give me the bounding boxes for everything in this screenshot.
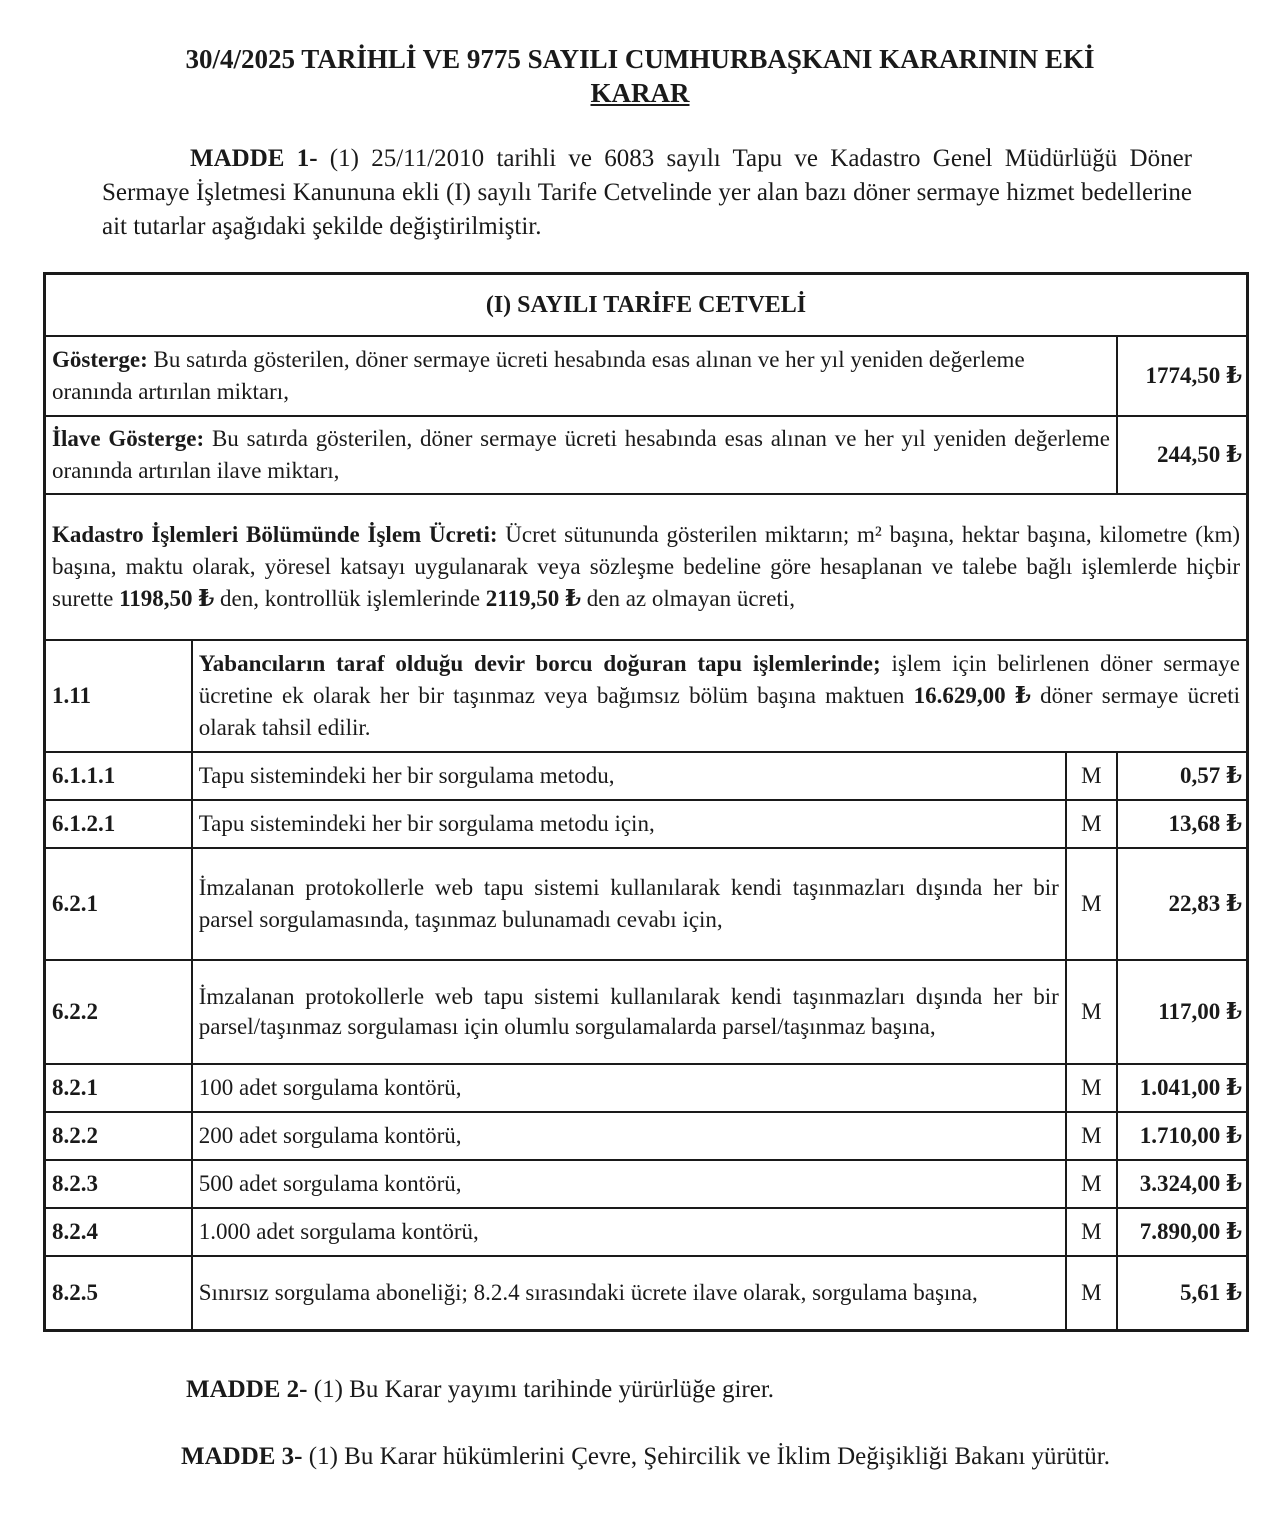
article-2-label: MADDE 2- <box>186 1376 308 1403</box>
row-amount: 1.710,00 ₺ <box>1117 1112 1248 1160</box>
ilave-gosterge-label: İlave Gösterge: <box>52 426 205 451</box>
kadastro-amount-b: 2119,50 ₺ <box>485 586 582 611</box>
row-amount: 7.890,00 ₺ <box>1117 1208 1248 1256</box>
table-row-1-11 <box>45 640 1248 752</box>
ilave-gosterge-text: Bu satırda gösterilen, döner sermaye ücreti hesabında esas alınan ve her yıl yeniden değerleme oranında artırılan ilave miktarı, <box>52 426 1110 483</box>
row-description: 100 adet sorgulama kontörü, <box>192 1064 1066 1112</box>
row-code: 8.2.4 <box>45 1208 192 1256</box>
article-1-paragraph <box>102 142 1192 244</box>
table-row <box>45 848 1248 960</box>
row-code: 1.11 <box>45 640 192 752</box>
document-subtitle: KARAR <box>590 78 690 108</box>
table-row <box>45 1112 1248 1160</box>
row-unit: M <box>1066 752 1117 800</box>
row-unit: M <box>1066 960 1117 1064</box>
gosterge-text: Bu satırda gösterilen, döner sermaye ücreti hesabında esas alınan ve her yıl yeniden değerleme oranında artırılan miktarı, <box>52 347 1025 404</box>
row-1-11-text-b: döner sermaye ücreti olarak tahsil edilir. <box>198 683 1240 740</box>
row-code: 6.2.2 <box>45 960 192 1064</box>
table-row <box>45 1064 1248 1112</box>
kadastro-label: Kadastro İşlemleri Bölümünde İşlem Ücreti: <box>52 522 498 547</box>
row-code: 6.2.1 <box>45 848 192 960</box>
table-row <box>45 752 1248 800</box>
gosterge-label: Gösterge: <box>52 347 148 372</box>
kadastro-text-c: den az olmayan ücreti, <box>581 586 795 611</box>
row-unit: M <box>1066 1208 1117 1256</box>
kadastro-text-a: Ücret sütununda gösterilen miktarın; m² başına, hektar başına, kilometre (km) başına, maktu olarak, yöresel katsayı uygulanarak veya sözleşme bedeline göre hesaplanan ve talebe bağlı işlemlerde hiçbir surette <box>52 522 1240 611</box>
row-1-11-label: Yabancıların taraf olduğu devir borcu doğuran tapu işlemlerinde; <box>198 651 881 676</box>
table-row <box>45 960 1248 1064</box>
kadastro-description <box>45 494 1248 640</box>
table-row-ilave-gosterge <box>45 416 1248 494</box>
row-description: Tapu sistemindeki her bir sorgulama metodu için, <box>192 800 1066 848</box>
row-description: Tapu sistemindeki her bir sorgulama metodu, <box>192 752 1066 800</box>
table-row <box>45 1160 1248 1208</box>
ilave-gosterge-amount: 244,50 ₺ <box>1117 416 1248 494</box>
row-1-11-text-a: işlem için belirlenen döner sermaye ücretine ek olarak her bir taşınmaz veya bağımsız bölüm başına maktuen <box>198 651 1240 708</box>
table-row-kadastro <box>45 494 1248 640</box>
row-description: İmzalanan protokollerle web tapu sistemi kullanılarak kendi taşınmazları dışında her bir parsel sorgulamasında, taşınmaz bulunamadı cevabı için, <box>192 848 1066 960</box>
row-description: 200 adet sorgulama kontörü, <box>192 1112 1066 1160</box>
row-description: 1.000 adet sorgulama kontörü, <box>192 1208 1066 1256</box>
row-code: 6.1.1.1 <box>45 752 192 800</box>
table-row <box>45 1208 1248 1256</box>
row-code: 8.2.1 <box>45 1064 192 1112</box>
gosterge-amount: 1774,50 ₺ <box>1117 336 1248 416</box>
article-2-paragraph <box>102 1373 1192 1407</box>
row-unit: M <box>1066 800 1117 848</box>
kadastro-amount-a: 1198,50 ₺ <box>119 586 215 611</box>
row-unit: M <box>1066 1112 1117 1160</box>
tariff-table <box>43 272 1249 1332</box>
row-amount: 13,68 ₺ <box>1117 800 1248 848</box>
row-unit: M <box>1066 1256 1117 1330</box>
row-amount: 1.041,00 ₺ <box>1117 1064 1248 1112</box>
row-description: Sınırsız sorgulama aboneliği; 8.2.4 sırasındaki ücrete ilave olarak, sorgulama başına, <box>192 1256 1066 1330</box>
table-row <box>45 1256 1248 1330</box>
row-code: 8.2.2 <box>45 1112 192 1160</box>
row-unit: M <box>1066 1160 1117 1208</box>
article-3-paragraph <box>97 1440 1192 1474</box>
table-row <box>45 800 1248 848</box>
row-unit: M <box>1066 848 1117 960</box>
row-amount: 22,83 ₺ <box>1117 848 1248 960</box>
row-amount: 3.324,00 ₺ <box>1117 1160 1248 1208</box>
document-title: 30/4/2025 TARİHLİ VE 9775 SAYILI CUMHURBAŞKANI KARARININ EKİ <box>185 44 1095 74</box>
article-3-label: MADDE 3- <box>181 1443 303 1470</box>
row-amount: 117,00 ₺ <box>1117 960 1248 1064</box>
kadastro-text-b: den, kontrollük işlemlerinde <box>214 586 486 611</box>
row-1-11-amount: 16.629,00 ₺ <box>913 683 1031 708</box>
row-code: 8.2.5 <box>45 1256 192 1330</box>
ilave-gosterge-description <box>45 416 1117 494</box>
article-2-text: (1) Bu Karar yayımı tarihinde yürürlüğe girer. <box>307 1376 775 1403</box>
article-1-label: MADDE 1- <box>190 145 318 172</box>
row-unit: M <box>1066 1064 1117 1112</box>
row-description: 500 adet sorgulama kontörü, <box>192 1160 1066 1208</box>
row-amount: 0,57 ₺ <box>1117 752 1248 800</box>
table-heading-row <box>45 274 1248 337</box>
row-code: 8.2.3 <box>45 1160 192 1208</box>
row-1-11-description <box>192 640 1248 752</box>
article-1-text: (1) 25/11/2010 tarihli ve 6083 sayılı Tapu ve Kadastro Genel Müdürlüğü Döner Sermaye İşletmesi Kanununa ekli (I) sayılı Tarife Cetvelinde yer alan bazı döner sermaye hizmet bedellerine ait tutarlar aşağıdaki şekilde değiştirilmiştir. <box>102 145 1192 240</box>
table-heading: (I) SAYILI TARİFE CETVELİ <box>45 274 1248 337</box>
row-amount: 5,61 ₺ <box>1117 1256 1248 1330</box>
article-3-text: (1) Bu Karar hükümlerini Çevre, Şehircilik ve İklim Değişikliği Bakanı yürütür. <box>302 1443 1110 1470</box>
gosterge-description <box>45 336 1117 416</box>
row-description: İmzalanan protokollerle web tapu sistemi kullanılarak kendi taşınmazları dışında her bir parsel/taşınmaz sorgulaması için olumlu sorgulamalarda parsel/taşınmaz başına, <box>192 960 1066 1064</box>
table-row-gosterge <box>45 336 1248 416</box>
row-code: 6.1.2.1 <box>45 800 192 848</box>
